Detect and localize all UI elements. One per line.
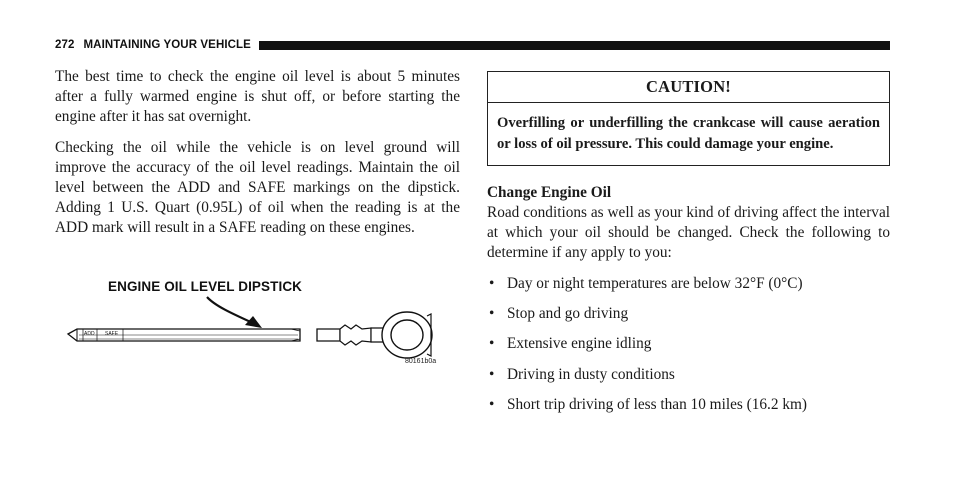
list-item — [487, 395, 890, 415]
dipstick-handle — [317, 312, 432, 358]
header-rule — [259, 41, 890, 50]
caution-heading: CAUTION! — [488, 72, 889, 103]
dipstick-blade — [68, 329, 300, 341]
change-oil-heading: Change Engine Oil — [487, 184, 612, 201]
oil-level-paragraph: Checking the oil while the vehicle is on level ground will improve the accuracy of the oil level readings. Maintain the oil level between the ADD and SAFE markings on the dipstick. Adding 1 U.S. Quart (0.95L) of oil when the reading is at the ADD mark will result in a SAFE reading on these engines. — [55, 138, 460, 237]
pointer-arrow — [207, 297, 262, 328]
list-item-text: Driving in dusty conditions — [507, 365, 675, 383]
change-oil-intro: Road conditions as well as your kind of driving affect the interval at which your oil should be changed. Check the following to determine if any apply to you: — [487, 204, 890, 262]
bullet-marker: • — [489, 365, 495, 383]
bullet-marker: • — [489, 396, 495, 414]
caution-box — [487, 71, 890, 166]
list-item — [487, 365, 890, 385]
dipstick-safe-mark: SAFE — [105, 331, 119, 337]
bullet-marker: • — [489, 305, 495, 322]
dipstick-add-mark: ADD — [84, 331, 95, 337]
section-title: MAINTAINING YOUR VEHICLE — [83, 39, 251, 51]
bullet-marker: • — [489, 274, 495, 292]
list-item-text: Day or night temperatures are below 32°F (0°C) — [507, 274, 803, 292]
list-item — [487, 334, 890, 354]
page-header — [55, 38, 890, 52]
conditions-list — [487, 274, 890, 416]
figure-code: 80161b0a — [405, 358, 437, 365]
figure-title: ENGINE OIL LEVEL DIPSTICK — [108, 279, 303, 294]
left-column — [55, 67, 460, 239]
oil-check-timing-paragraph: The best time to check the engine oil level is about 5 minutes after a fully warmed engine is shut off, or before starting the engine after it has sat overnight. — [55, 68, 460, 126]
list-item-text: Stop and go driving — [507, 305, 629, 322]
list-item-text: Extensive engine idling — [507, 335, 652, 353]
bullet-marker: • — [489, 335, 495, 353]
list-item — [487, 304, 890, 324]
right-column — [487, 71, 890, 426]
dipstick-figure — [55, 278, 460, 373]
page-number: 272 — [55, 39, 75, 51]
list-item-text: Short trip driving of less than 10 miles (16.2 km) — [507, 396, 807, 414]
caution-text: Overfilling or underfilling the crankcase will cause aeration or loss of oil pressure. This could damage your engine. — [497, 115, 880, 152]
list-item — [487, 274, 890, 294]
